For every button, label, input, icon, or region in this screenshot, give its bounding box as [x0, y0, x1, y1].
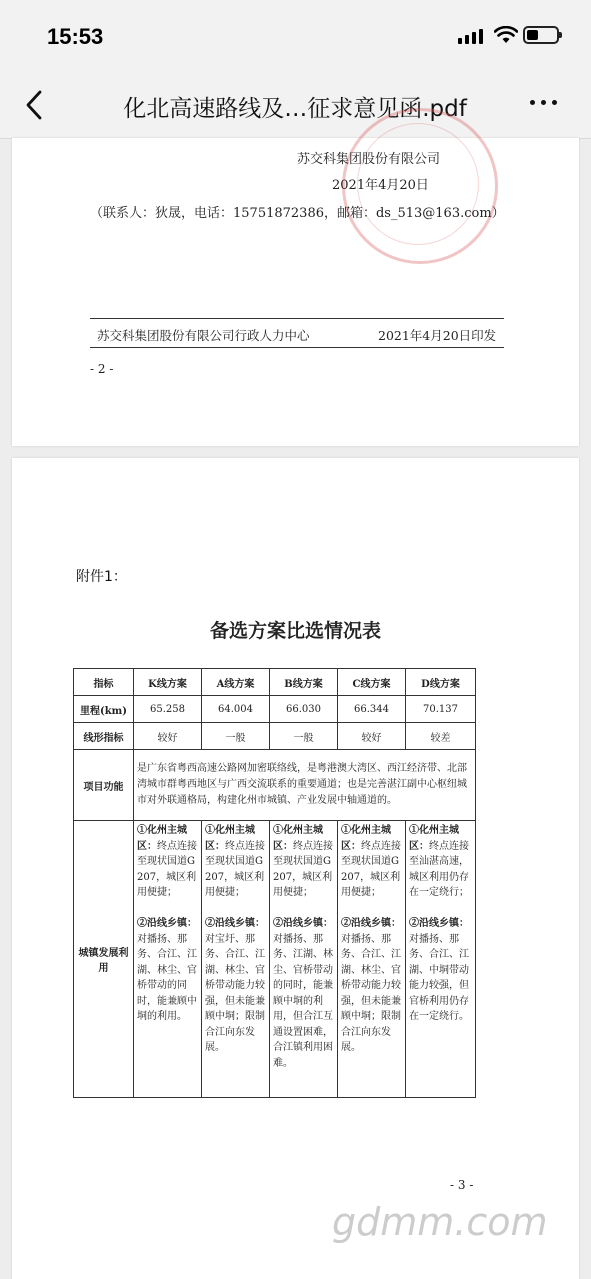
- table-cell: 70.137: [406, 696, 476, 723]
- header-cell: C线方案: [338, 669, 406, 696]
- function-text: 是广东省粤西高速公路网加密联络线，是粤港澳大湾区、西江经济带、北部湾城市群粤西地区与广西交流联系的重要通道；也是完善湛江副中心枢纽城市对外联通格局，构建化州市城镇、产业发展中轴通道的。: [134, 750, 476, 821]
- cell-subtitle: ②沿线乡镇：: [409, 918, 469, 929]
- page-number: - 2 -: [90, 362, 114, 376]
- cellular-signal-icon: [458, 28, 483, 44]
- cell-text: 终点连接至现状国道G207，城区利用便捷；: [205, 840, 265, 898]
- battery-icon: [523, 26, 559, 44]
- pdf-page-3: [12, 458, 579, 1279]
- cell-text: 终点连接至现状国道G207，城区利用便捷；: [273, 840, 333, 898]
- header-cell: A线方案: [202, 669, 270, 696]
- table-cell: 一般: [202, 723, 270, 750]
- table-cell: 一般: [270, 723, 338, 750]
- cell-text: 对播扬、那务、合江、江湖、林尘、官桥带动能力较强，但未能兼顾中垌；限制合江向东发展。: [341, 933, 401, 1053]
- cell-subtitle: ①化州主城区：: [137, 825, 187, 852]
- wifi-icon: [494, 26, 518, 44]
- cell-subtitle: ①化州主城区：: [273, 825, 323, 852]
- cell-text: 对播扬、那务、合江、江湖、林尘、官桥带动的同时，能兼顾中垌的利用。: [137, 933, 197, 1022]
- cell-subtitle: ①化州主城区：: [205, 825, 255, 852]
- cell-text: 对播扬、那务、江湖、林尘、官桥带动的同时，能兼顾中垌的利用，但合江互通设置困难，合江镇利用困难。: [273, 933, 333, 1069]
- row-label: 线形指标: [74, 723, 134, 750]
- cell-subtitle: ②沿线乡镇：: [205, 918, 265, 929]
- cell-subtitle: ①化州主城区：: [341, 825, 391, 852]
- nav-bar: [0, 72, 591, 139]
- table-cell: 较好: [338, 723, 406, 750]
- attachment-label: 附件1：: [76, 569, 127, 585]
- table-cell: 65.258: [134, 696, 202, 723]
- table-cell: 66.030: [270, 696, 338, 723]
- pdf-page-2: [12, 138, 579, 446]
- comparison-table: [73, 668, 476, 1098]
- table-row: [74, 821, 476, 1098]
- table-cell: 64.004: [202, 696, 270, 723]
- row-label: 项目功能: [74, 750, 134, 821]
- header-cell: D线方案: [406, 669, 476, 696]
- header-cell: B线方案: [270, 669, 338, 696]
- table-header-row: [74, 669, 476, 696]
- cell-subtitle: ②沿线乡镇：: [273, 918, 333, 929]
- cell-text: 终点连接至汕湛高速，城区利用仍存在一定绕行；: [409, 840, 469, 898]
- signature-date: 2021年4月20日: [332, 178, 429, 193]
- watermark-text: gdmm.com: [332, 1200, 548, 1244]
- status-bar: [0, 0, 591, 72]
- back-chevron-icon[interactable]: [20, 88, 50, 122]
- footer-rule-top: [90, 318, 504, 319]
- table-row: [74, 750, 476, 821]
- table-row: [74, 723, 476, 750]
- document-title: 化北高速路线及…征求意见函.pdf: [123, 96, 467, 122]
- cell-text: 终点连接至现状国道G207，城区利用便捷；: [137, 840, 197, 898]
- cell-subtitle: ①化州主城区：: [409, 825, 459, 852]
- more-options-icon[interactable]: [530, 100, 557, 105]
- table-cell: [134, 821, 202, 1098]
- table-cell: [406, 821, 476, 1098]
- table-cell: 66.344: [338, 696, 406, 723]
- status-time: 15:53: [47, 24, 104, 49]
- row-label: 里程(km): [74, 696, 134, 723]
- table-cell: 较好: [134, 723, 202, 750]
- contact-info: （联系人：狄晟，电话：15751872386，邮箱：ds_513@163.com）: [90, 206, 505, 221]
- cell-subtitle: ②沿线乡镇：: [341, 918, 401, 929]
- cell-text: 对宝圩、那务、合江、江湖、林尘、官桥带动能力较强，但未能兼顾中垌；限制合江向东发展。: [205, 933, 265, 1053]
- header-cell: 指标: [74, 669, 134, 696]
- table-cell: [202, 821, 270, 1098]
- header-cell: K线方案: [134, 669, 202, 696]
- table-heading: 备选方案比选情况表: [209, 620, 381, 642]
- table-row: [74, 696, 476, 723]
- table-cell: [338, 821, 406, 1098]
- signature-company: 苏交科集团股份有限公司: [297, 152, 441, 167]
- row-label: 城镇发展利用: [74, 821, 134, 1098]
- footer-rule-bottom: [90, 347, 504, 348]
- table-cell: [270, 821, 338, 1098]
- table-cell: 较差: [406, 723, 476, 750]
- page-number: - 3 -: [450, 1178, 474, 1192]
- cell-subtitle: ②沿线乡镇：: [137, 918, 197, 929]
- footer-issue-date: 2021年4月20日印发: [378, 328, 497, 343]
- cell-text: 对播扬、那务、合江、江湖、中垌带动能力较强，但官桥利用仍存在一定绕行。: [409, 933, 469, 1022]
- footer-issuer: 苏交科集团股份有限公司行政人力中心: [97, 328, 310, 343]
- cell-text: 终点连接至现状国道G207，城区利用便捷；: [341, 840, 401, 898]
